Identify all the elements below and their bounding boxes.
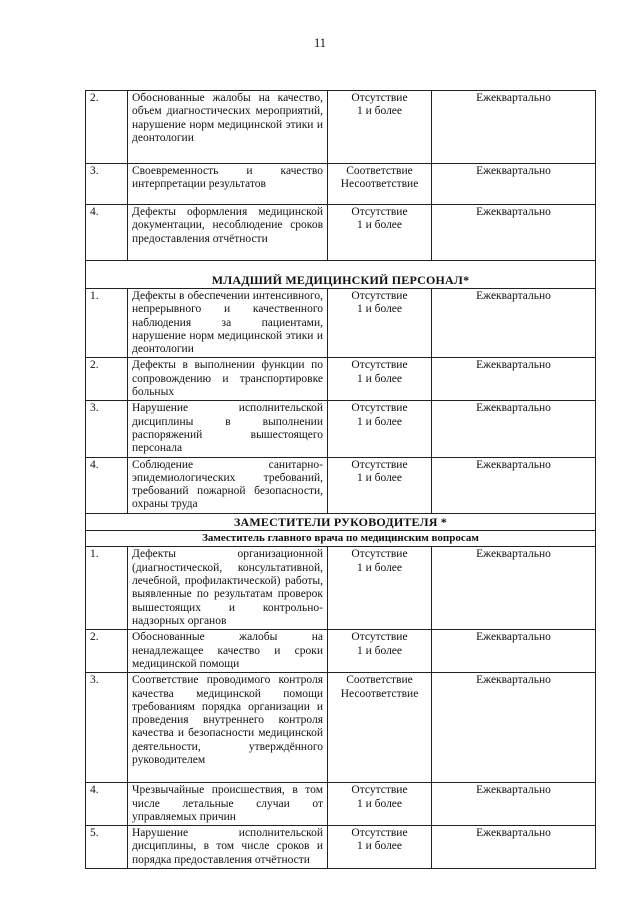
row-criterion: Отсутствие 1 и более — [328, 630, 432, 673]
row-number: 3. — [86, 401, 128, 457]
row-criterion: Соответствие Несоответствие — [328, 164, 432, 205]
criteria-table — [85, 90, 596, 869]
row-number: 4. — [86, 783, 128, 826]
row-description: Нарушение исполнительской дисциплины в выполнении распоряжений вышестоящего персонала — [128, 401, 328, 457]
row-description: Дефекты в обеспечении интенсивного, непрерывного и качественного наблюдения за пациентами, нарушение норм медицинской этики и деонтологии — [128, 289, 328, 358]
row-number: 2. — [86, 91, 128, 164]
row-number: 3. — [86, 164, 128, 205]
row-frequency: Ежеквартально — [432, 358, 596, 401]
row-number: 1. — [86, 547, 128, 630]
row-frequency: Ежеквартально — [432, 205, 596, 261]
row-description: Обоснованные жалобы на качество, объем диагностических мероприятий, нарушение норм медицинской этики и деонтологии — [128, 91, 328, 164]
row-criterion: Отсутствие 1 и более — [328, 358, 432, 401]
table-row — [86, 630, 596, 673]
row-criterion: Отсутствие 1 и более — [328, 547, 432, 630]
row-number: 4. — [86, 457, 128, 513]
row-description: Дефекты в выполнении функции по сопровождению и транспортировке больных — [128, 358, 328, 401]
table-row — [86, 205, 596, 261]
section-row — [86, 261, 596, 289]
row-criterion: Отсутствие 1 и более — [328, 91, 432, 164]
row-frequency: Ежеквартально — [432, 457, 596, 513]
row-criterion: Отсутствие 1 и более — [328, 826, 432, 869]
table-row — [86, 673, 596, 783]
row-frequency: Ежеквартально — [432, 289, 596, 358]
table-row — [86, 783, 596, 826]
row-number: 4. — [86, 205, 128, 261]
table-row — [86, 401, 596, 457]
row-frequency: Ежеквартально — [432, 630, 596, 673]
row-criterion: Отсутствие 1 и более — [328, 205, 432, 261]
section-row — [86, 513, 596, 530]
row-frequency: Ежеквартально — [432, 91, 596, 164]
row-criterion: Соответствие Несоответствие — [328, 673, 432, 783]
row-description: Своевременность и качество интерпретации результатов — [128, 164, 328, 205]
row-description: Чрезвычайные происшествия, в том числе летальные случаи от управляемых причин — [128, 783, 328, 826]
row-criterion: Отсутствие 1 и более — [328, 401, 432, 457]
row-number: 1. — [86, 289, 128, 358]
row-description: Дефекты оформления медицинской документации, несоблюдение сроков предоставления отчётности — [128, 205, 328, 261]
row-number: 2. — [86, 358, 128, 401]
row-number: 5. — [86, 826, 128, 869]
row-frequency: Ежеквартально — [432, 547, 596, 630]
row-number: 3. — [86, 673, 128, 783]
section-title: ЗАМЕСТИТЕЛИ РУКОВОДИТЕЛЯ * — [86, 513, 596, 530]
row-frequency: Ежеквартально — [432, 164, 596, 205]
table-row — [86, 289, 596, 358]
section-title: МЛАДШИЙ МЕДИЦИНСКИЙ ПЕРСОНАЛ* — [86, 261, 596, 289]
row-description: Соблюдение санитарно-эпидемиологических требований, требований пожарной безопасности, охраны труда — [128, 457, 328, 513]
row-criterion: Отсутствие 1 и более — [328, 289, 432, 358]
row-description: Обоснованные жалобы на ненадлежащее качество и сроки медицинской помощи — [128, 630, 328, 673]
table-row — [86, 91, 596, 164]
row-description: Соответствие проводимого контроля качества медицинской помощи требованиям порядка организации и проведения внутреннего контроля качества и безопасности медицинской деятельности, утверждённого руководителем — [128, 673, 328, 783]
row-frequency: Ежеквартально — [432, 673, 596, 783]
row-number: 2. — [86, 630, 128, 673]
subsection-title: Заместитель главного врача по медицинским вопросам — [86, 531, 596, 547]
row-description: Нарушение исполнительской дисциплины, в том числе сроков и порядка предоставления отчётности — [128, 826, 328, 869]
row-frequency: Ежеквартально — [432, 783, 596, 826]
row-frequency: Ежеквартально — [432, 826, 596, 869]
row-description: Дефекты организационной (диагностической, консультативной, лечебной, профилактической) работы, выявленные по результатам проверок вышестоящих и контрольно-надзорных органов — [128, 547, 328, 630]
table-row — [86, 826, 596, 869]
row-criterion: Отсутствие 1 и более — [328, 783, 432, 826]
page-number: 11 — [313, 36, 327, 50]
table-row — [86, 547, 596, 630]
table-row — [86, 164, 596, 205]
table-row — [86, 457, 596, 513]
table-row — [86, 358, 596, 401]
subsection-row — [86, 531, 596, 547]
row-frequency: Ежеквартально — [432, 401, 596, 457]
row-criterion: Отсутствие 1 и более — [328, 457, 432, 513]
